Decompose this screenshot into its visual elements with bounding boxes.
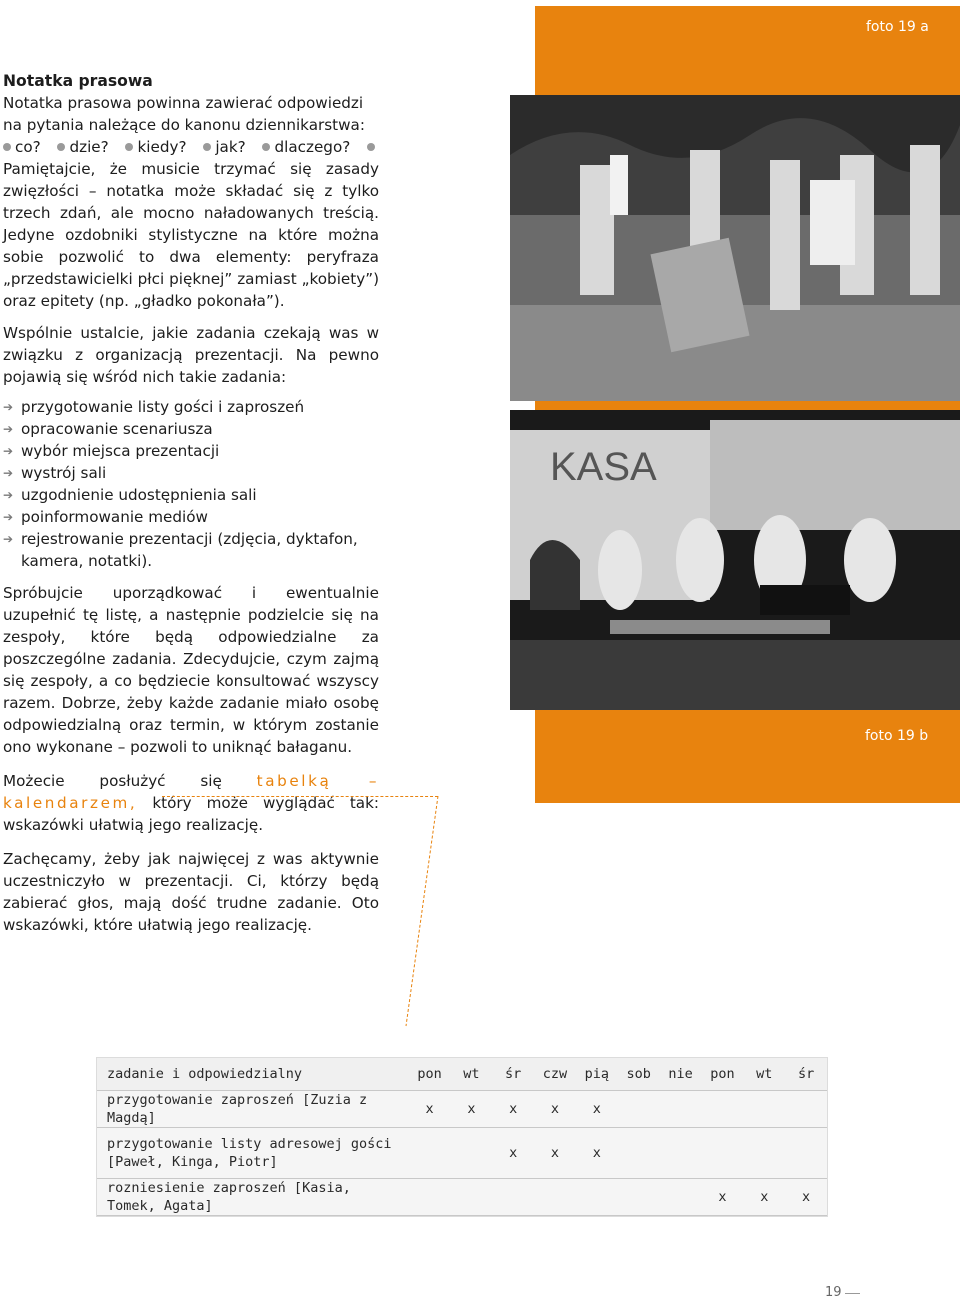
section-heading: Notatka prasowa bbox=[3, 72, 153, 90]
calendar-paragraph: Możecie posłużyć się tabelką – kalendarzem, który może wyglądać tak: wskazówki ułatwią jego realizację. bbox=[3, 772, 380, 834]
list-item: ➔ rejestrowanie prezentacji (zdjęcia, dyktafon, kamera, notatki). bbox=[3, 530, 358, 570]
svg-text:KASA: KASA bbox=[550, 445, 657, 489]
table-cell bbox=[702, 1091, 744, 1128]
tasks-intro-paragraph: Wspólnie ustalcie, jakie zadania czekają was w związku z organizacją prezentacji. Na pewno pojawią się wśród nich takie zadania: bbox=[3, 324, 379, 386]
list-item: ➔ opracowanie scenariusza bbox=[3, 420, 213, 438]
connector-line-diagonal bbox=[405, 796, 439, 1028]
question-item: jak? bbox=[203, 138, 262, 156]
photo-outdoor-group bbox=[510, 95, 960, 401]
table-cell: x bbox=[702, 1179, 744, 1216]
table-cell bbox=[618, 1179, 660, 1216]
arrow-icon: ➔ bbox=[3, 444, 14, 458]
table-cell bbox=[576, 1179, 618, 1216]
table-cell: przygotowanie listy adresowej gości [Paweł, Kinga, Piotr] bbox=[97, 1128, 409, 1179]
list-item: ➔ uzgodnienie udostępnienia sali bbox=[3, 486, 257, 504]
table-header-cell: wt bbox=[743, 1058, 785, 1091]
table-cell: x bbox=[409, 1091, 451, 1128]
calendar-table bbox=[96, 1057, 828, 1217]
table-cell: x bbox=[451, 1091, 493, 1128]
table-cell bbox=[743, 1091, 785, 1128]
table-cell bbox=[702, 1128, 744, 1179]
table-header-cell: śr bbox=[785, 1058, 827, 1091]
list-item: ➔ przygotowanie listy gości i zaproszeń bbox=[3, 398, 305, 416]
question-item: dlaczego? bbox=[262, 138, 367, 156]
table-header-cell: sob bbox=[618, 1058, 660, 1091]
caption-photo-a: foto 19 a bbox=[866, 19, 929, 35]
table-header-row bbox=[97, 1058, 827, 1091]
caption-photo-b: foto 19 b bbox=[865, 728, 929, 744]
bullet-icon bbox=[367, 143, 375, 151]
table-header-cell: pią bbox=[576, 1058, 618, 1091]
table-header-cell: pon bbox=[409, 1058, 451, 1091]
table-header-cell: pon bbox=[702, 1058, 744, 1091]
table-cell bbox=[660, 1128, 702, 1179]
list-item: ➔ wybór miejsca prezentacji bbox=[3, 442, 220, 460]
table-cell: x bbox=[785, 1179, 827, 1216]
bullet-icon bbox=[3, 143, 11, 151]
table-cell: x bbox=[534, 1128, 576, 1179]
bullet-icon bbox=[203, 143, 211, 151]
table-cell: x bbox=[492, 1128, 534, 1179]
arrow-icon: ➔ bbox=[3, 532, 14, 546]
table-cell bbox=[409, 1128, 451, 1179]
table-header-cell: czw bbox=[534, 1058, 576, 1091]
table-row bbox=[97, 1179, 827, 1216]
list-item: ➔ poinformowanie mediów bbox=[3, 508, 208, 526]
table-row bbox=[97, 1091, 827, 1128]
bullet-icon bbox=[262, 143, 270, 151]
table-cell bbox=[451, 1128, 493, 1179]
table-cell bbox=[660, 1091, 702, 1128]
table-cell bbox=[618, 1091, 660, 1128]
list-item: ➔ wystrój sali bbox=[3, 464, 107, 482]
table-cell bbox=[618, 1128, 660, 1179]
page-number-rule bbox=[845, 1293, 860, 1294]
table-cell: x bbox=[534, 1091, 576, 1128]
arrow-icon: ➔ bbox=[3, 422, 14, 436]
table-cell bbox=[534, 1179, 576, 1216]
engagement-paragraph: Zachęcamy, żeby jak najwięcej z was aktywnie uczestniczyło w prezentacji. Ci, którzy będą zabierać głos, mają dość trudne zadanie. Oto wskazówki, które ułatwią jego realizację. bbox=[3, 850, 379, 934]
table-cell bbox=[451, 1179, 493, 1216]
table-cell: przygotowanie zaproszeń [Zuzia z Magdą] bbox=[97, 1091, 409, 1128]
photo-stage-performance bbox=[510, 410, 960, 710]
table-cell bbox=[743, 1128, 785, 1179]
calendar-highlight: tabelką – kalendarzem, bbox=[3, 772, 380, 812]
bullet-icon bbox=[57, 143, 65, 151]
brevity-text: Pamiętajcie, że musicie trzymać się zasady zwięzłości – notatka może składać się z tylko trzech zdań, ale mocno naładowanych treścią. Jedyne ozdobniki stylistyczne na które można sobie pozwolić to dwa elementy: peryfraza „przedstawicielki płci pięknej” zamiast „kobiety”) oraz epitety (np. „gładko pokonała”). bbox=[3, 160, 379, 310]
questions-paragraph bbox=[3, 136, 379, 312]
question-item: co? bbox=[3, 138, 57, 156]
intro-paragraph: Notatka prasowa powinna zawierać odpowiedzi na pytania należące do kanonu dziennikarstwa: bbox=[3, 94, 365, 134]
table-cell bbox=[785, 1128, 827, 1179]
table-header-cell: nie bbox=[660, 1058, 702, 1091]
organize-paragraph: Spróbujcie uporządkować i ewentualnie uzupełnić tę listę, a następnie podzielcie się na zespoły, które będą odpowiedzialne za poszczególne zadania. Zdecydujcie, czym zajmą się zespoły, a co będziecie konsultować wszyscy razem. Dobrze, żeby każde zadanie miało osobę odpowiedzialną oraz termin, w którym zostanie ono wykonane – pozwoli to uniknąć bałaganu. bbox=[3, 584, 379, 756]
arrow-icon: ➔ bbox=[3, 400, 14, 414]
table-header-cell: śr bbox=[492, 1058, 534, 1091]
arrow-icon: ➔ bbox=[3, 510, 14, 524]
bullet-icon bbox=[125, 143, 133, 151]
connector-line bbox=[162, 796, 438, 797]
arrow-icon: ➔ bbox=[3, 488, 14, 502]
table-header-cell: zadanie i odpowiedzialny bbox=[97, 1058, 409, 1091]
table-cell bbox=[660, 1179, 702, 1216]
table-cell bbox=[785, 1091, 827, 1128]
task-list bbox=[3, 396, 379, 572]
table-cell: x bbox=[576, 1091, 618, 1128]
table-row bbox=[97, 1128, 827, 1179]
table-cell bbox=[409, 1179, 451, 1216]
main-text-column bbox=[3, 70, 379, 936]
page-number: 19 bbox=[825, 1285, 842, 1300]
question-item: dzie? bbox=[57, 138, 125, 156]
table-cell: x bbox=[743, 1179, 785, 1216]
question-item: kiedy? bbox=[125, 138, 203, 156]
table-cell: x bbox=[492, 1091, 534, 1128]
table-cell: x bbox=[576, 1128, 618, 1179]
table-cell bbox=[492, 1179, 534, 1216]
table-header-cell: wt bbox=[451, 1058, 493, 1091]
table-cell: rozniesienie zaproszeń [Kasia, Tomek, Agata] bbox=[97, 1179, 409, 1216]
arrow-icon: ➔ bbox=[3, 466, 14, 480]
